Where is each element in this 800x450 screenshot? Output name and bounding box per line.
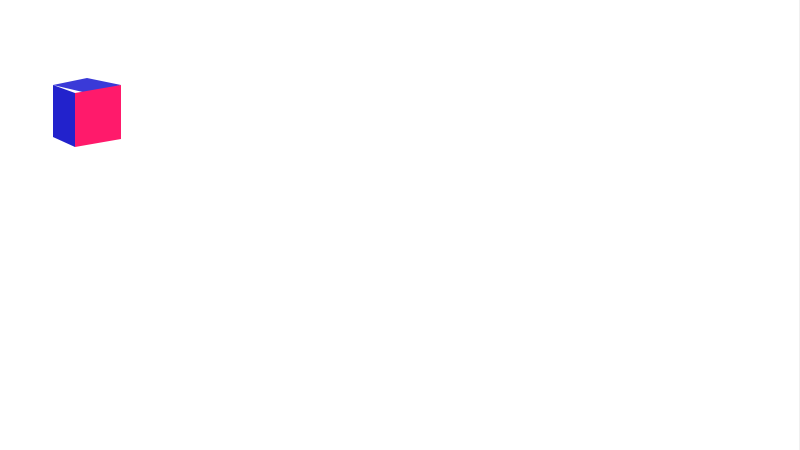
cube-front-face <box>75 85 121 147</box>
paragraph <box>51 310 791 330</box>
paragraph <box>51 330 791 350</box>
paragraph <box>51 349 791 369</box>
paragraph <box>51 291 791 311</box>
article-body <box>51 154 791 427</box>
paragraph <box>51 369 791 389</box>
cube-left-face <box>53 85 75 147</box>
paragraph <box>51 193 791 213</box>
paragraph <box>51 174 791 194</box>
away-the-sun-logo <box>51 77 123 149</box>
cube-logo-icon <box>51 77 123 149</box>
paragraph <box>51 213 791 233</box>
paragraph <box>51 408 791 428</box>
paragraph <box>51 252 791 272</box>
paragraph <box>51 154 791 174</box>
paragraph <box>51 388 791 408</box>
paragraph <box>51 271 791 291</box>
paragraph <box>51 232 791 252</box>
